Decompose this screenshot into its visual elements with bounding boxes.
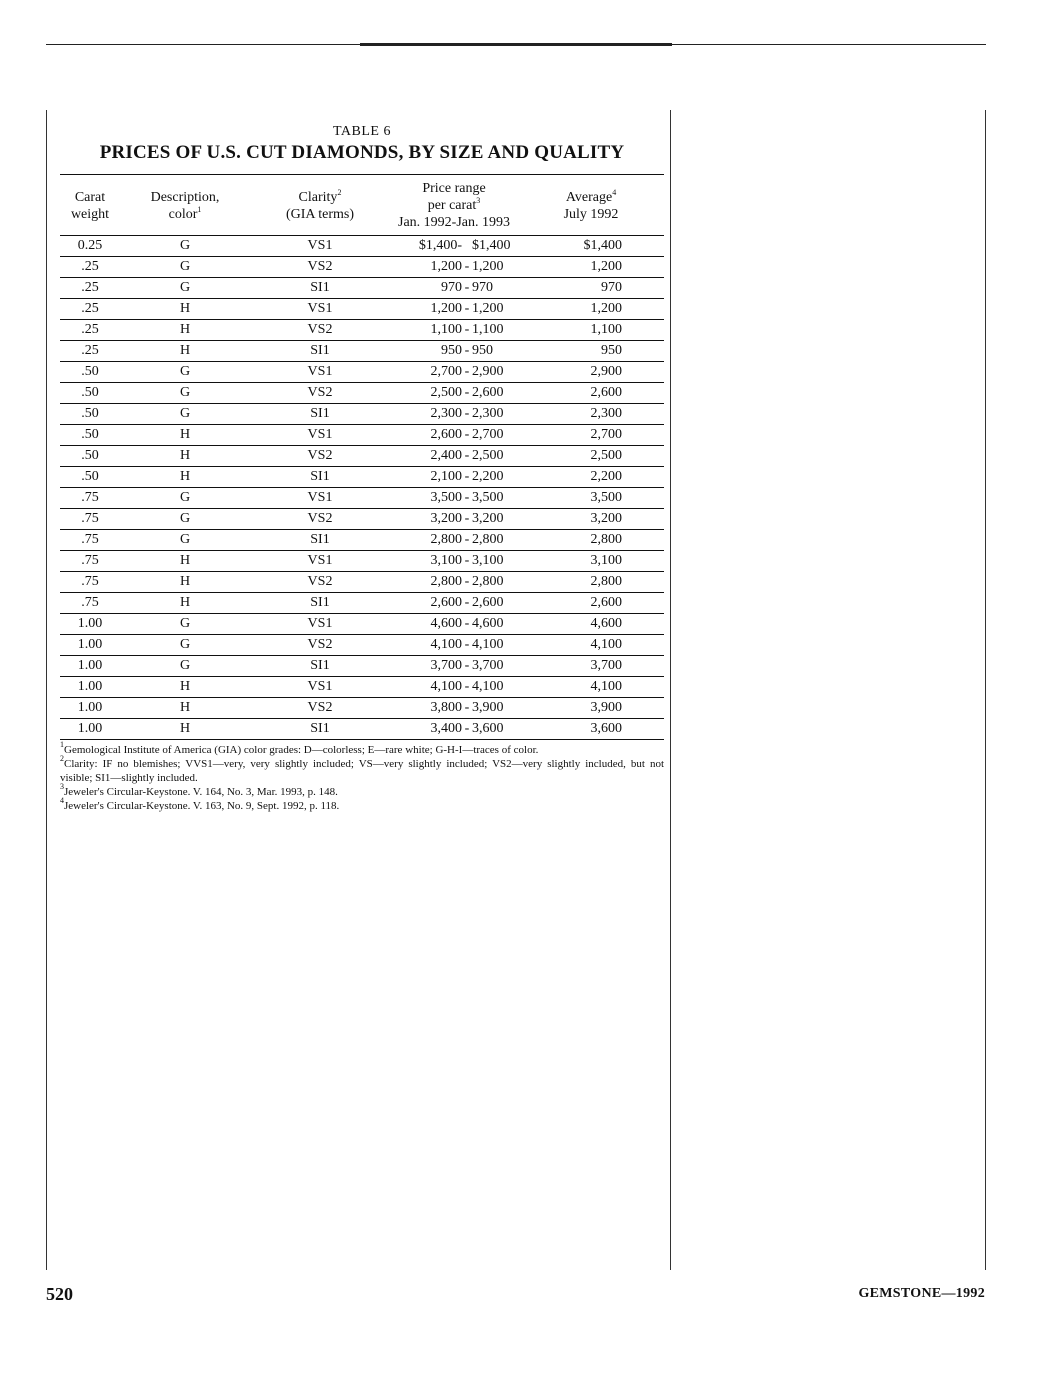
price-range-low: 2,100 [430, 469, 462, 484]
price-range-separator: - [464, 280, 470, 295]
cell-color: G [120, 635, 250, 656]
cell-average: 2,300 [518, 404, 664, 425]
table-row [60, 530, 664, 551]
table-row [60, 656, 664, 677]
table-row [60, 593, 664, 614]
cell-clarity: VS2 [250, 509, 390, 530]
price-range-low: 3,200 [430, 511, 462, 526]
price-range-high: 2,900 [472, 364, 504, 379]
footnote-ref-2: 2 [337, 187, 342, 197]
cell-price-range [390, 383, 518, 404]
price-range-high: 950 [472, 343, 493, 358]
footnote-text: Jeweler's Circular-Keystone. V. 164, No. 3, Mar. 1993, p. 148. [64, 786, 338, 798]
price-range-low: 3,700 [430, 658, 462, 673]
header-avg-line1: Average [565, 189, 613, 205]
page-number: 520 [46, 1284, 73, 1304]
cell-clarity: VS2 [250, 572, 390, 593]
header-desc-line2: color [168, 206, 198, 222]
table-row [60, 236, 664, 257]
cell-carat-weight: .50 [60, 362, 120, 383]
cell-carat-weight: 1.00 [60, 719, 120, 740]
header-clarity-line1: Clarity [298, 189, 338, 205]
cell-price-range [390, 614, 518, 635]
cell-clarity: SI1 [250, 278, 390, 299]
cell-clarity: VS1 [250, 677, 390, 698]
cell-price-range [390, 446, 518, 467]
cell-clarity: VS1 [250, 551, 390, 572]
header-price-range [390, 175, 518, 236]
price-range-low: 2,500 [430, 385, 462, 400]
price-range-separator: - [464, 385, 470, 400]
price-range-low: 3,100 [430, 553, 462, 568]
price-range-high: 3,900 [472, 700, 504, 715]
table-row [60, 257, 664, 278]
cell-color: G [120, 488, 250, 509]
top-rule-accent [360, 43, 672, 46]
table-row [60, 488, 664, 509]
table-row [60, 677, 664, 698]
cell-carat-weight: .25 [60, 299, 120, 320]
price-range-low: 1,200 [430, 301, 462, 316]
cell-color: G [120, 404, 250, 425]
cell-color: H [120, 320, 250, 341]
cell-average: 3,200 [518, 509, 664, 530]
cell-average: 2,500 [518, 446, 664, 467]
cell-carat-weight: .75 [60, 488, 120, 509]
price-range-low: 2,800 [430, 574, 462, 589]
price-range-high: 2,800 [472, 532, 504, 547]
cell-average: 2,800 [518, 530, 664, 551]
cell-carat-weight: 1.00 [60, 635, 120, 656]
cell-clarity: VS2 [250, 446, 390, 467]
footnote [60, 782, 664, 799]
footnote-mark: 2 [60, 754, 64, 763]
cell-color: G [120, 278, 250, 299]
footnote [60, 796, 664, 813]
cell-color: G [120, 362, 250, 383]
table-row [60, 425, 664, 446]
cell-carat-weight: 1.00 [60, 656, 120, 677]
footnotes [60, 740, 664, 813]
cell-color: G [120, 614, 250, 635]
cell-price-range [390, 635, 518, 656]
cell-price-range [390, 656, 518, 677]
table-label: TABLE 6 [333, 124, 391, 139]
table-row [60, 362, 664, 383]
price-range-high: 2,600 [472, 385, 504, 400]
price-range-high: 3,500 [472, 490, 504, 505]
cell-average: 3,500 [518, 488, 664, 509]
cell-average: 3,900 [518, 698, 664, 719]
price-range-separator: - [464, 637, 470, 652]
footnote-ref-1: 1 [197, 204, 202, 214]
cell-price-range [390, 320, 518, 341]
price-range-separator: - [464, 721, 470, 736]
price-range-separator: - [464, 469, 470, 484]
table-row [60, 446, 664, 467]
cell-price-range [390, 509, 518, 530]
cell-color: G [120, 236, 250, 257]
cell-carat-weight: .50 [60, 446, 120, 467]
price-range-separator: - [464, 406, 470, 421]
cell-carat-weight: 0.25 [60, 236, 120, 257]
cell-clarity: VS2 [250, 257, 390, 278]
price-range-separator: - [464, 427, 470, 442]
price-range-low: 3,800 [430, 700, 462, 715]
right-column-rule [985, 110, 986, 1270]
price-range-low: 4,100 [430, 637, 462, 652]
price-range-high: 3,600 [472, 721, 504, 736]
cell-price-range [390, 362, 518, 383]
header-clarity [250, 175, 390, 236]
cell-average: 2,600 [518, 593, 664, 614]
price-range-low: 2,400 [430, 448, 462, 463]
header-range-line3: Jan. 1992-Jan. 1993 [398, 215, 510, 230]
prices-table [60, 174, 664, 740]
price-range-separator: - [464, 616, 470, 631]
cell-price-range [390, 572, 518, 593]
cell-color: H [120, 572, 250, 593]
price-range-high: 1,200 [472, 301, 504, 316]
price-range-low: 2,700 [430, 364, 462, 379]
cell-color: H [120, 299, 250, 320]
cell-average: 3,600 [518, 719, 664, 740]
price-range-low: 1,200 [430, 259, 462, 274]
cell-average: $1,400 [518, 236, 664, 257]
header-carat-line2: weight [70, 206, 110, 222]
price-range-low: 2,800 [430, 532, 462, 547]
cell-carat-weight: .75 [60, 572, 120, 593]
cell-carat-weight: .25 [60, 320, 120, 341]
table-header-row [60, 175, 664, 236]
cell-carat-weight: .75 [60, 593, 120, 614]
cell-carat-weight: .50 [60, 425, 120, 446]
cell-average: 4,600 [518, 614, 664, 635]
price-range-separator: - [464, 259, 470, 274]
cell-clarity: VS2 [250, 383, 390, 404]
middle-column-rule [670, 110, 671, 1270]
price-range-low: 970 [441, 280, 462, 295]
price-range-separator: - [464, 343, 470, 358]
cell-color: H [120, 719, 250, 740]
price-range-separator: - [464, 700, 470, 715]
cell-average: 1,200 [518, 299, 664, 320]
cell-color: H [120, 341, 250, 362]
cell-clarity: SI1 [250, 593, 390, 614]
price-range-low: 3,400 [430, 721, 462, 736]
cell-price-range [390, 677, 518, 698]
price-range-low: $1,400- [418, 238, 462, 253]
footnote-ref-4: 4 [612, 187, 617, 197]
cell-clarity: SI1 [250, 656, 390, 677]
cell-average: 970 [518, 278, 664, 299]
cell-carat-weight: 1.00 [60, 677, 120, 698]
cell-average: 2,800 [518, 572, 664, 593]
price-range-low: 2,600 [430, 427, 462, 442]
footnote-mark: 3 [60, 782, 64, 791]
cell-clarity: SI1 [250, 341, 390, 362]
table-row [60, 509, 664, 530]
table-body [60, 236, 664, 740]
cell-price-range [390, 236, 518, 257]
price-range-low: 2,300 [430, 406, 462, 421]
cell-carat-weight: .50 [60, 467, 120, 488]
cell-clarity: VS1 [250, 488, 390, 509]
cell-price-range [390, 719, 518, 740]
price-range-high: 4,100 [472, 679, 504, 694]
cell-color: H [120, 551, 250, 572]
running-title: GEMSTONE—1992 [858, 1286, 985, 1301]
cell-price-range [390, 467, 518, 488]
table-row [60, 320, 664, 341]
footnote-mark: 1 [60, 740, 64, 749]
price-range-separator: - [464, 511, 470, 526]
cell-color: G [120, 656, 250, 677]
footnote-text: Gemological Institute of America (GIA) color grades: D—colorless; E—rare white; G-H-I—traces of color. [64, 744, 539, 756]
cell-price-range [390, 551, 518, 572]
cell-clarity: VS1 [250, 362, 390, 383]
price-range-high: 3,700 [472, 658, 504, 673]
header-carat-line1: Carat [74, 189, 106, 205]
header-desc-line1: Description, [150, 189, 220, 205]
price-range-high: 4,600 [472, 616, 504, 631]
price-range-separator: - [464, 658, 470, 673]
cell-color: H [120, 677, 250, 698]
price-range-high: 1,100 [472, 322, 504, 337]
cell-price-range [390, 593, 518, 614]
price-range-low: 4,600 [430, 616, 462, 631]
cell-average: 4,100 [518, 677, 664, 698]
left-column-rule [46, 110, 47, 1270]
cell-price-range [390, 488, 518, 509]
cell-carat-weight: .50 [60, 383, 120, 404]
header-average [518, 175, 664, 236]
cell-average: 2,700 [518, 425, 664, 446]
price-range-low: 1,100 [430, 322, 462, 337]
price-range-separator: - [464, 490, 470, 505]
cell-color: H [120, 593, 250, 614]
footnote-ref-3: 3 [476, 196, 481, 205]
price-range-low: 2,600 [430, 595, 462, 610]
price-range-low: 3,500 [430, 490, 462, 505]
footnote [60, 754, 664, 785]
price-range-separator: - [464, 574, 470, 589]
price-range-separator: - [464, 679, 470, 694]
price-range-high: 2,800 [472, 574, 504, 589]
header-range-line2: per carat [427, 198, 477, 213]
cell-carat-weight: .25 [60, 257, 120, 278]
cell-carat-weight: .50 [60, 404, 120, 425]
footnote-text: Jeweler's Circular-Keystone. V. 163, No. 9, Sept. 1992, p. 118. [64, 800, 340, 812]
cell-clarity: SI1 [250, 719, 390, 740]
cell-color: H [120, 698, 250, 719]
table-title: PRICES OF U.S. CUT DIAMONDS, BY SIZE AND QUALITY [99, 142, 625, 163]
header-description-color [120, 175, 250, 236]
price-range-high: $1,400 [472, 238, 511, 253]
cell-average: 1,100 [518, 320, 664, 341]
cell-color: H [120, 446, 250, 467]
table-row [60, 551, 664, 572]
price-range-separator: - [464, 448, 470, 463]
footnote-mark: 4 [60, 796, 64, 805]
price-range-low: 4,100 [430, 679, 462, 694]
cell-carat-weight: 1.00 [60, 614, 120, 635]
cell-clarity: VS1 [250, 299, 390, 320]
cell-clarity: SI1 [250, 467, 390, 488]
price-range-high: 2,500 [472, 448, 504, 463]
price-range-separator: - [464, 322, 470, 337]
cell-carat-weight: .75 [60, 509, 120, 530]
cell-price-range [390, 299, 518, 320]
price-range-high: 2,600 [472, 595, 504, 610]
cell-price-range [390, 530, 518, 551]
cell-average: 3,700 [518, 656, 664, 677]
cell-average: 950 [518, 341, 664, 362]
price-range-high: 2,200 [472, 469, 504, 484]
cell-average: 2,600 [518, 383, 664, 404]
price-range-separator: - [464, 301, 470, 316]
cell-clarity: VS2 [250, 698, 390, 719]
cell-carat-weight: 1.00 [60, 698, 120, 719]
cell-average: 2,200 [518, 467, 664, 488]
cell-clarity: VS2 [250, 320, 390, 341]
table-row [60, 719, 664, 740]
cell-price-range [390, 698, 518, 719]
cell-carat-weight: .25 [60, 278, 120, 299]
cell-color: H [120, 467, 250, 488]
table-row [60, 383, 664, 404]
cell-color: H [120, 425, 250, 446]
price-range-high: 2,300 [472, 406, 504, 421]
price-range-high: 2,700 [472, 427, 504, 442]
price-range-low: 950 [441, 343, 462, 358]
table-row [60, 299, 664, 320]
cell-average: 4,100 [518, 635, 664, 656]
table-row [60, 341, 664, 362]
price-range-high: 970 [472, 280, 493, 295]
price-range-high: 1,200 [472, 259, 504, 274]
cell-clarity: SI1 [250, 530, 390, 551]
cell-clarity: VS1 [250, 236, 390, 257]
table-row [60, 278, 664, 299]
table-row [60, 635, 664, 656]
header-clarity-line2: (GIA terms) [285, 206, 355, 222]
table-row [60, 467, 664, 488]
cell-color: G [120, 383, 250, 404]
cell-average: 3,100 [518, 551, 664, 572]
cell-color: G [120, 509, 250, 530]
cell-price-range [390, 278, 518, 299]
price-range-high: 3,100 [472, 553, 504, 568]
cell-average: 1,200 [518, 257, 664, 278]
cell-color: G [120, 257, 250, 278]
price-range-high: 4,100 [472, 637, 504, 652]
cell-clarity: VS1 [250, 425, 390, 446]
cell-carat-weight: .25 [60, 341, 120, 362]
cell-clarity: SI1 [250, 404, 390, 425]
table-section [60, 124, 664, 813]
table-row [60, 614, 664, 635]
header-range-line1: Price range [422, 181, 486, 196]
price-range-separator: - [464, 364, 470, 379]
footnote-text: Clarity: IF no blemishes; VVS1—very, very slightly included; VS—very slightly included; VS2—very slightly included, but not visible; SI1—slightly included. [60, 758, 664, 784]
cell-average: 2,900 [518, 362, 664, 383]
cell-carat-weight: .75 [60, 551, 120, 572]
header-avg-line2: July 1992 [563, 206, 619, 222]
price-range-high: 3,200 [472, 511, 504, 526]
table-row [60, 404, 664, 425]
footnote [60, 740, 664, 757]
cell-clarity: VS2 [250, 635, 390, 656]
cell-color: G [120, 530, 250, 551]
cell-price-range [390, 425, 518, 446]
price-range-separator: - [464, 595, 470, 610]
price-range-separator: - [464, 553, 470, 568]
price-range-separator: - [464, 532, 470, 547]
cell-clarity: VS1 [250, 614, 390, 635]
table-row [60, 698, 664, 719]
header-carat-weight [60, 175, 120, 236]
cell-price-range [390, 404, 518, 425]
cell-price-range [390, 257, 518, 278]
table-row [60, 572, 664, 593]
cell-carat-weight: .75 [60, 530, 120, 551]
cell-price-range [390, 341, 518, 362]
